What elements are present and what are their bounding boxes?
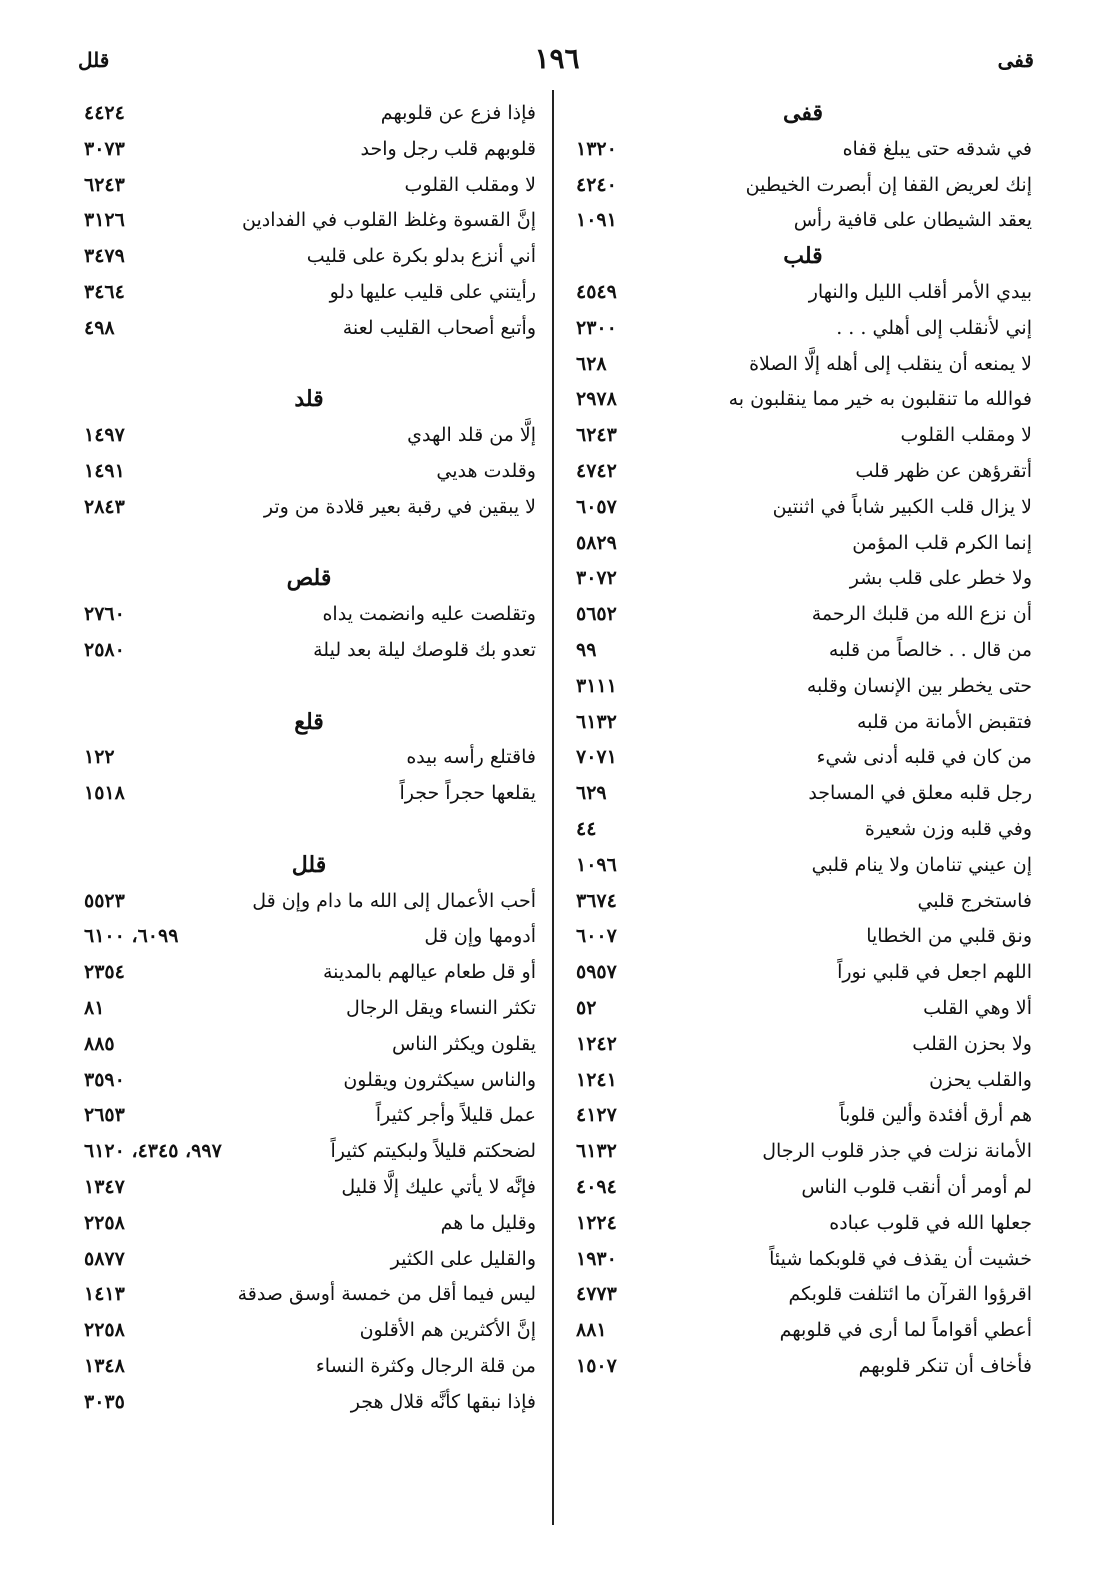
entry-phrase: والقلب يحزن (929, 1068, 1032, 1091)
entry-phrase: أتقرؤهن عن ظهر قلب (855, 459, 1032, 482)
index-entry (566, 633, 1040, 669)
entry-phrase: حتى يخطر بين الإنسان وقلبه (806, 674, 1032, 697)
entry-reference-number: ٢٣٥٤ (84, 961, 125, 984)
entry-phrase: في شدقه حتى يبلغ قفاه (842, 137, 1032, 160)
index-entry (74, 96, 544, 132)
entry-phrase: فإذا فزع عن قلوبهم (380, 102, 536, 124)
index-entry (566, 490, 1040, 526)
index-entry (566, 454, 1040, 490)
root-heading: قلع (294, 708, 324, 735)
index-entry (74, 1063, 544, 1099)
entry-phrase: إنَّ الأكثرين هم الأقلون (359, 1319, 536, 1342)
entry-phrase: إن عيني تنامان ولا ينام قلبي (811, 853, 1032, 876)
entry-phrase: جعلها الله في قلوب عباده (829, 1211, 1032, 1234)
entry-phrase: إنَّ القسوة وغلظ القلوب في الفدادين (242, 209, 536, 232)
entry-phrase: أني أنزع بدلو بكرة على قليب (306, 245, 536, 268)
index-entry (74, 884, 544, 920)
entry-phrase: وقليل ما هم (440, 1211, 536, 1234)
section-gap (74, 669, 544, 705)
entry-phrase: أو قل طعام عيالهم بالمدينة (322, 961, 536, 984)
entry-reference-number: ٢٥٨٠ (84, 638, 125, 661)
index-entry (566, 168, 1040, 204)
index-entry (566, 347, 1040, 383)
index-entry (74, 1349, 544, 1385)
entry-phrase: أحب الأعمال إلى الله ما دام وإن قل (252, 889, 536, 912)
index-entry (566, 311, 1040, 347)
entry-phrase: إلَّا من قلد الهدي (407, 424, 536, 447)
entry-phrase: فتقبض الأمانة من قلبه (856, 710, 1032, 733)
entry-phrase: أدومها وإن قل (424, 925, 536, 948)
index-entry (566, 203, 1040, 239)
index-entry (566, 1063, 1040, 1099)
entry-reference-number: ٨١ (84, 996, 105, 1019)
entry-reference-number: ١٢٤٢ (576, 1032, 617, 1055)
entry-phrase: فأخاف أن تنكر قلوبهم (858, 1354, 1032, 1377)
entry-reference-number: ٢٣٠٠ (576, 316, 617, 339)
entry-phrase: فاقتلع رأسه بيده (406, 746, 536, 769)
entry-phrase: ألا وهي القلب (923, 996, 1032, 1019)
entry-reference-number: ١٤٩١ (84, 459, 125, 482)
entry-phrase: ولا خطر على قلب بشر (849, 567, 1032, 590)
index-entry (566, 812, 1040, 848)
entry-phrase: لا ومقلب القلوب (404, 173, 536, 196)
entry-reference-number: ١٢٢ (84, 746, 115, 769)
root-heading: قلد (294, 386, 324, 413)
entry-reference-number: ٣٠٧٣ (84, 137, 125, 160)
entry-reference-number: ٤٢٤٠ (576, 173, 617, 196)
entry-phrase: وفي قلبه وزن شعيرة (864, 817, 1032, 840)
index-entry (566, 526, 1040, 562)
entry-reference-number: ٢٧٦٠ (84, 603, 125, 626)
entry-reference-number: ٥٨٧٧ (84, 1247, 125, 1270)
index-entry (74, 275, 544, 311)
section-gap (74, 526, 544, 562)
entry-reference-number: ٦٠٥٧ (576, 495, 617, 518)
entry-reference-number: ١٣٤٧ (84, 1175, 125, 1198)
index-entry (74, 168, 544, 204)
entry-phrase: اللهم اجعل في قلبي نوراً (837, 961, 1032, 984)
entry-phrase: لضحكتم قليلاً ولبكيتم كثيراً (330, 1140, 536, 1163)
entry-reference-number: ٦١٣٢ (576, 710, 617, 733)
entry-reference-number: ٤٤٢٤ (84, 102, 125, 124)
entry-phrase: لا ومقلب القلوب (900, 424, 1032, 447)
entry-reference-number: ٣٠٧٢ (576, 567, 617, 590)
entry-phrase: قلوبهم قلب رجل واحد (360, 137, 536, 160)
index-entry (566, 848, 1040, 884)
index-entry (74, 132, 544, 168)
entry-reference-number: ٥٨٢٩ (576, 531, 617, 554)
entry-phrase: بيدي الأمر أقلب الليل والنهار (808, 280, 1032, 303)
entry-reference-number: ٢٢٥٨ (84, 1211, 125, 1234)
right-column (566, 96, 1040, 1385)
index-entry (74, 1242, 544, 1278)
entry-reference-number: ١٥٠٧ (576, 1354, 617, 1377)
entry-phrase: من كان في قلبه أدنى شيء (816, 746, 1032, 769)
entry-reference-number: ٦١٣٢ (576, 1140, 617, 1163)
index-entry (566, 919, 1040, 955)
entry-reference-number: ٦٢٤٣ (84, 173, 125, 196)
index-entry (566, 884, 1040, 920)
header-root-start: قفى (997, 48, 1034, 72)
index-entry (74, 490, 544, 526)
entry-reference-number: ٤١٢٧ (576, 1104, 617, 1127)
left-column (74, 96, 544, 1420)
entry-reference-number: ٦٢٨ (576, 352, 607, 375)
entry-reference-number: ٣٤٦٤ (84, 280, 125, 303)
index-entry (74, 311, 544, 347)
index-entry (566, 955, 1040, 991)
root-heading: قلص (286, 565, 332, 592)
index-entry (74, 454, 544, 490)
index-entry (74, 239, 544, 275)
entry-phrase: أعطي أقواماً لما أرى في قلوبهم (779, 1319, 1032, 1342)
entry-phrase: من قلة الرجال وكثرة النساء (315, 1354, 536, 1377)
entry-reference-number: ٤٤ (576, 817, 597, 840)
entry-phrase: تعدو بك قلوصك ليلة بعد ليلة (313, 638, 536, 661)
entry-phrase: فوالله ما تنقلبون به خير مما ينقلبون به (728, 388, 1032, 411)
index-entry (566, 1170, 1040, 1206)
entry-reference-number: ٧٠٧١ (576, 746, 617, 769)
index-entry (74, 740, 544, 776)
entry-phrase: لا يبقين في رقبة بعير قلادة من وتر (263, 495, 536, 518)
section-gap (74, 347, 544, 383)
entry-phrase: وتقلصت عليه وانضمت يداه (322, 603, 536, 626)
index-entry (74, 203, 544, 239)
section-gap (74, 812, 544, 848)
entry-reference-number: ٢٢٥٨ (84, 1319, 125, 1342)
index-entry (566, 991, 1040, 1027)
entry-phrase: ولا بحزن القلب (912, 1032, 1032, 1055)
entry-phrase: خشيت أن يقذف في قلوبكما شيئاً (769, 1247, 1032, 1270)
entry-reference-number: ٤٥٤٩ (576, 280, 617, 303)
entry-reference-number: ٥٦٥٢ (576, 603, 617, 626)
entry-reference-number: ٥٥٢٣ (84, 889, 125, 912)
index-entry (74, 919, 544, 955)
entry-reference-number: ٢٩٧٨ (576, 388, 617, 411)
header-root-end: قلل (78, 48, 110, 72)
index-entry (74, 1313, 544, 1349)
entry-reference-number: ١٠٩٦ (576, 853, 617, 876)
entry-reference-number: ٦٠٩٩، ٦١٠٠ (84, 925, 179, 948)
page-number: ١٩٦ (534, 42, 580, 75)
entry-reference-number: ٣٦٧٤ (576, 889, 617, 912)
index-entry (74, 1385, 544, 1421)
entry-phrase: فإنَّه لا يأتي عليك إلَّا قليل (341, 1175, 536, 1198)
entry-phrase: إنما الكرم قلب المؤمن (852, 531, 1032, 554)
entry-phrase: يقلعها حجراً حجراً (399, 782, 536, 805)
index-entry (566, 1313, 1040, 1349)
entry-reference-number: ٣١١١ (576, 674, 617, 697)
entry-reference-number: ٣٤٧٩ (84, 245, 125, 268)
entry-reference-number: ٩٩٧، ٤٣٤٥، ٦١٢٠ (84, 1140, 222, 1163)
index-entry (74, 597, 544, 633)
entry-reference-number: ٤٩٨ (84, 316, 115, 339)
index-entry (74, 955, 544, 991)
entry-reference-number: ٤٠٩٤ (576, 1175, 617, 1198)
index-entry (566, 561, 1040, 597)
entry-reference-number: ١٣٢٠ (576, 137, 617, 160)
entry-phrase: رأيتني على قليب عليها دلو (329, 280, 536, 303)
index-entry (74, 633, 544, 669)
entry-reference-number: ٣٥٩٠ (84, 1068, 125, 1091)
entry-phrase: تكثر النساء ويقل الرجال (346, 996, 536, 1019)
entry-phrase: الأمانة نزلت في جذر قلوب الرجال (762, 1140, 1032, 1163)
index-entry (74, 1098, 544, 1134)
entry-reference-number: ٤٧٧٣ (576, 1283, 617, 1306)
entry-phrase: من قال . . خالصاً من قلبه (828, 638, 1032, 661)
index-entry (74, 1170, 544, 1206)
root-heading: قفى (783, 100, 823, 126)
entry-phrase: فاستخرج قلبي (917, 889, 1032, 912)
entry-reference-number: ٨٨١ (576, 1319, 607, 1342)
index-entry (74, 1134, 544, 1170)
entry-reference-number: ٢٨٤٣ (84, 495, 125, 518)
entry-reference-number: ١٩٣٠ (576, 1247, 617, 1270)
entry-reference-number: ٦٠٠٧ (576, 925, 617, 948)
index-entry (566, 597, 1040, 633)
index-entry (566, 1349, 1040, 1385)
index-entry (566, 382, 1040, 418)
entry-reference-number: ١٤٩٧ (84, 424, 125, 447)
entry-reference-number: ٣٠٣٥ (84, 1390, 125, 1413)
index-entry (566, 740, 1040, 776)
entry-phrase: رجل قلبه معلق في المساجد (808, 782, 1032, 805)
entry-phrase: ليس فيما أقل من خمسة أوسق صدقة (237, 1283, 536, 1306)
entry-reference-number: ٦٢٤٣ (576, 424, 617, 447)
entry-phrase: وقلدت هديي (436, 459, 536, 482)
entry-phrase: يقلون ويكثر الناس (392, 1032, 536, 1055)
entry-reference-number: ٨٨٥ (84, 1032, 115, 1055)
entry-reference-number: ١٠٩١ (576, 209, 617, 232)
entry-reference-number: ٣١٢٦ (84, 209, 125, 232)
index-entry (74, 1027, 544, 1063)
entry-phrase: والقليل على الكثير (390, 1247, 536, 1270)
entry-phrase: اقرؤوا القرآن ما ائتلفت قلوبكم (788, 1283, 1032, 1306)
entry-phrase: ونق قلبي من الخطايا (866, 925, 1032, 948)
index-entry (566, 418, 1040, 454)
entry-phrase: فإذا نبقها كأنَّه قلال هجر (350, 1390, 536, 1413)
entry-phrase: لا يمنعه أن ينقلب إلى أهله إلَّا الصلاة (749, 352, 1032, 375)
entry-phrase: أن نزع الله من قلبك الرحمة (811, 603, 1032, 626)
index-entry (566, 1134, 1040, 1170)
index-entry (566, 1027, 1040, 1063)
index-entry (566, 1277, 1040, 1313)
page-header (60, 38, 1054, 78)
root-heading: قلل (291, 851, 327, 878)
entry-phrase: هم أرق أفئدة وألين قلوباً (839, 1104, 1032, 1127)
index-entry (74, 1277, 544, 1313)
index-entry (566, 1242, 1040, 1278)
entry-reference-number: ٥٩٥٧ (576, 961, 617, 984)
index-entry (74, 776, 544, 812)
entry-phrase: إنك لعريض القفا إن أبصرت الخيطين (745, 173, 1032, 196)
entry-phrase: والناس سيكثرون ويقلون (343, 1068, 536, 1091)
root-heading: قلب (783, 243, 823, 270)
entry-phrase: يعقد الشيطان على قافية رأس (793, 209, 1032, 232)
entry-reference-number: ٢٦٥٣ (84, 1104, 125, 1127)
entry-reference-number: ٦٢٩ (576, 782, 607, 805)
index-entry (566, 1098, 1040, 1134)
entry-reference-number: ١٣٤٨ (84, 1354, 125, 1377)
column-divider (552, 90, 554, 1525)
entry-reference-number: ١٤١٣ (84, 1283, 125, 1306)
entry-phrase: وأتبع أصحاب القليب لعنة (342, 316, 536, 339)
entry-reference-number: ١٢٢٤ (576, 1211, 617, 1234)
index-entry (74, 991, 544, 1027)
entry-phrase: لا يزال قلب الكبير شاباً في اثنتين (772, 495, 1032, 518)
index-entry (566, 669, 1040, 705)
index-entry (74, 418, 544, 454)
entry-phrase: عمل قليلاً وأجر كثيراً (375, 1104, 536, 1127)
entry-reference-number: ٤٧٤٢ (576, 459, 617, 482)
entry-reference-number: ٩٩ (576, 638, 597, 661)
index-entry (566, 275, 1040, 311)
entry-reference-number: ١٥١٨ (84, 782, 125, 805)
index-entry (566, 705, 1040, 741)
entry-phrase: لم أومر أن أنقب قلوب الناس (801, 1175, 1032, 1198)
index-entry (566, 1206, 1040, 1242)
index-entry (74, 1206, 544, 1242)
entry-reference-number: ١٢٤١ (576, 1068, 617, 1091)
entry-reference-number: ٥٢ (576, 996, 597, 1019)
index-entry (566, 132, 1040, 168)
index-entry (566, 776, 1040, 812)
entry-phrase: إني لأنقلب إلى أهلي . . . (836, 316, 1032, 339)
